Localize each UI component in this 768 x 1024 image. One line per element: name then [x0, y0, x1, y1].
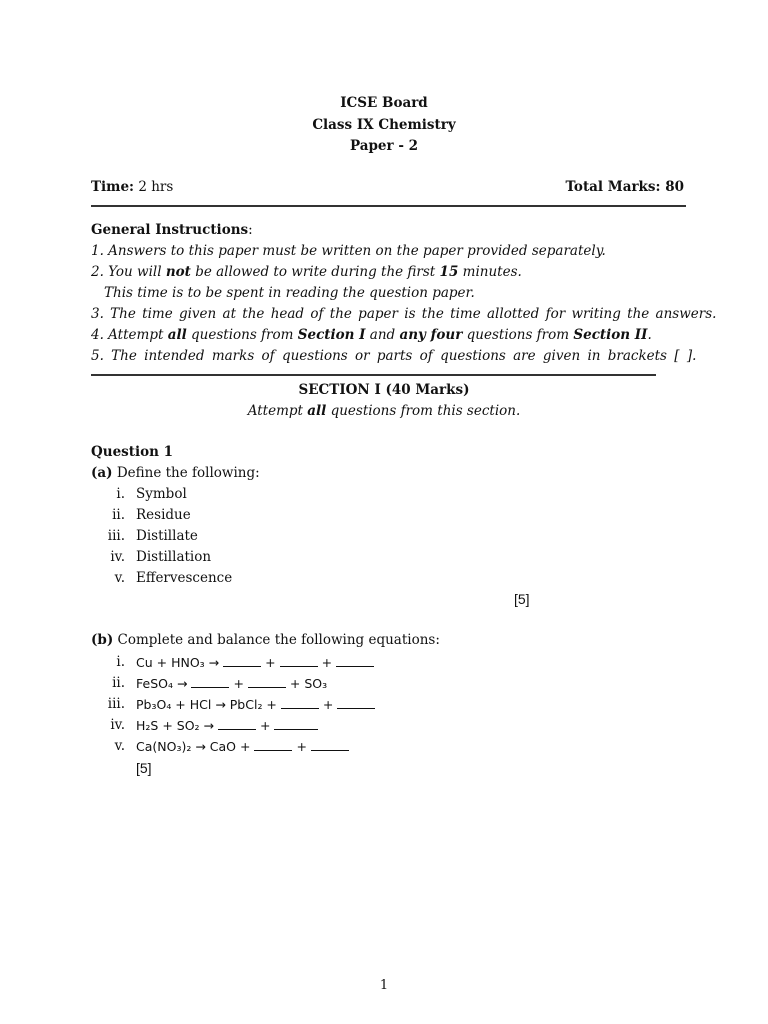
answer-blank [337, 698, 375, 709]
section-subtitle [0, 403, 768, 419]
part-a-marks: [5] [514, 591, 530, 607]
equation-3 [136, 697, 379, 712]
instruction-4-part: questions from [191, 327, 294, 343]
equation-text: FeSO₄ → [136, 676, 188, 691]
list-item-number: ii. [112, 507, 125, 523]
answer-blank [248, 677, 286, 688]
instruction-4-part: questions from [466, 327, 570, 343]
instruction-2-continued: This time is to be spent in reading the question paper. [104, 285, 475, 301]
instruction-1: 1. Answers to this paper must be written on the paper provided separately. [91, 243, 606, 259]
equation-text: + [296, 739, 307, 754]
list-item-number: iii. [107, 696, 125, 712]
equation-text: + [260, 718, 271, 733]
list-item-number: iii. [107, 528, 125, 544]
list-item-number: i. [116, 486, 125, 502]
board-title: ICSE Board [340, 95, 428, 111]
equation-text: + SO₃ [289, 676, 328, 691]
section-title: SECTION I (40 Marks) [298, 382, 470, 398]
list-item: Distillation [136, 549, 212, 565]
equation-text: + [265, 655, 276, 670]
list-item: Distillate [136, 528, 198, 544]
instruction-4 [91, 327, 652, 343]
list-item-number: v. [114, 570, 125, 586]
instructions-heading-colon: : [248, 222, 253, 238]
equation-4 [136, 718, 322, 733]
part-b-marks: [5] [136, 760, 152, 776]
page-number: 1 [379, 978, 389, 993]
instruction-4-part: . [647, 327, 652, 343]
list-item-number: v. [114, 738, 125, 754]
instruction-4-emphasis: Section II [573, 327, 648, 343]
equation-text: + [321, 655, 333, 670]
instructions-divider [91, 374, 656, 376]
time-line [91, 179, 173, 195]
part-b-label: (b) [91, 632, 114, 648]
instruction-2-emphasis: 15 [439, 264, 459, 280]
equation-5 [136, 739, 353, 754]
equation-text: H₂S + SO₂ → [136, 718, 214, 733]
part-b-text: Complete and balance the following equations: [117, 632, 440, 648]
answer-blank [218, 719, 256, 730]
list-item: Effervescence [136, 570, 233, 586]
list-item-number: iv. [110, 549, 125, 565]
part-a-label: (a) [91, 465, 113, 481]
instruction-2-part: be allowed to write during the first [195, 264, 436, 280]
instruction-4-part: 4. Attempt [91, 327, 164, 343]
instruction-2-part: minutes. [462, 264, 522, 280]
paper-title: Paper - 2 [349, 138, 419, 154]
question-1-title: Question 1 [91, 444, 174, 460]
answer-blank [191, 677, 229, 688]
instruction-3: 3. The time given at the head of the paper is the time allotted for writing the answers. [91, 306, 717, 322]
instruction-4-emphasis: all [167, 327, 187, 343]
section-subtitle-emphasis: all [307, 403, 327, 419]
instructions-heading-text: General Instructions [91, 222, 249, 238]
equation-text: + [233, 676, 244, 691]
time-value: 2 hrs [138, 179, 174, 195]
list-item-number: ii. [112, 675, 125, 691]
header-divider [91, 205, 686, 207]
instruction-2-part: 2. You will [91, 264, 162, 280]
instruction-4-emphasis: Section I [297, 327, 366, 343]
instruction-5: 5. The intended marks of questions or parts of questions are given in brackets [ ]. [91, 348, 697, 364]
answer-blank [311, 740, 349, 751]
equation-2 [136, 676, 327, 691]
list-item: Residue [136, 507, 191, 523]
marks-label: Total Marks: [565, 179, 661, 195]
answer-blank [281, 698, 319, 709]
time-label: Time: [91, 179, 135, 195]
answer-blank [223, 656, 261, 667]
instruction-2-emphasis: not [165, 264, 191, 280]
answer-blank [254, 740, 292, 751]
equation-text: Ca(NO₃)₂ → CaO + [136, 739, 251, 754]
equation-text: Pb₃O₄ + HCl → PbCl₂ + [136, 697, 277, 712]
answer-blank [280, 656, 318, 667]
section-subtitle-part: questions from this section. [330, 403, 521, 419]
part-a-prompt [91, 465, 260, 481]
part-a-text: Define the following: [116, 465, 260, 481]
marks-value: 80 [665, 179, 684, 195]
class-title: Class IX Chemistry [312, 117, 456, 133]
instruction-4-part: and [369, 327, 396, 343]
section-subtitle-part: Attempt [247, 403, 303, 419]
equation-1 [136, 655, 378, 670]
list-item-number: iv. [110, 717, 125, 733]
list-item-number: i. [116, 654, 125, 670]
total-marks [565, 179, 684, 195]
equation-text: + [322, 697, 334, 712]
instructions-heading [91, 222, 253, 238]
list-item: Symbol [136, 486, 187, 502]
part-b-prompt [91, 632, 440, 648]
equation-text: Cu + HNO₃ → [136, 655, 220, 670]
answer-blank [336, 656, 374, 667]
answer-blank [274, 719, 318, 730]
instruction-4-emphasis: any four [399, 327, 463, 343]
instruction-2 [91, 264, 522, 280]
